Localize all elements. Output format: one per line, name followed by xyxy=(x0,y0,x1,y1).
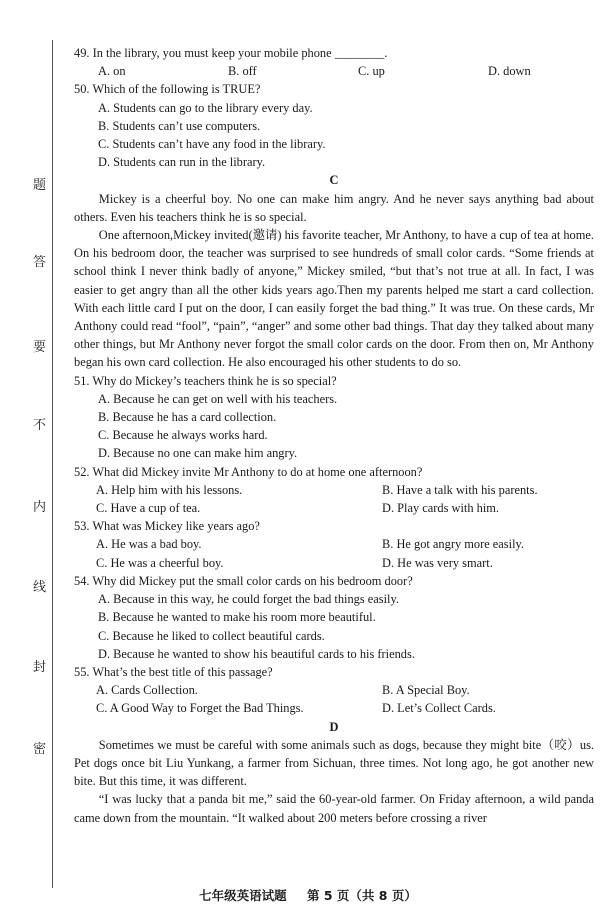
option-d: D. Because he wanted to show his beautiful cards to his friends. xyxy=(98,646,415,661)
section-c-paragraph: Mickey is a cheerful boy. No one can make him angry. And he never says anything bad about others. Even his teachers think he is so special. xyxy=(74,191,594,224)
question-50-stem: 50. Which of the following is TRUE? xyxy=(74,82,261,97)
option-a: A. Help him with his lessons. xyxy=(96,482,243,497)
section-c-paragraph: One afternoon,Mickey invited(邀请) his favorite teacher, Mr Anthony, to have a cup of tea at home. On his bedroom door, the teacher was surprised to see hundreds of small color cards. “Some friends at school think I never think badly of anyone,” Mickey smiled, “but that’s not true at all. In fact, I was easier to get angry than all the other kids years ago.Then my parents helped me start a card collection. With each little card I put on the door, I can easily forget the bad thing.” It was true. On these cards, Mr Anthony could read “fool”, “pain”, “anger” and some other bad things. That day they talked about many other things, but Mr Anthony never forgot the small color cards on the door. From then on, Mr Anthony began his own card collection. He also encouraged his other students to do so. xyxy=(74,228,594,370)
page-footer xyxy=(0,886,616,904)
question-49-stem: 49. In the library, you must keep your mobile phone ________. xyxy=(74,46,388,60)
option-a: A. He was a bad boy. xyxy=(96,537,202,552)
section-d-paragraph: “I was lucky that a panda bit me,” said the 60-year-old farmer. On Friday afternoon, a wild panda came down from the mountain. “It walked about 200 meters before crossing a river xyxy=(74,792,594,825)
option-b: B. Students can’t use computers. xyxy=(98,118,261,133)
option-a: A. Cards Collection. xyxy=(96,683,198,698)
margin-char: 要 xyxy=(33,339,47,354)
option-d: D. Play cards with him. xyxy=(382,501,500,516)
option-a: A. Because he can get on well with his teachers. xyxy=(98,391,338,406)
option-b: B. He got angry more easily. xyxy=(382,537,524,552)
margin-char: 题 xyxy=(33,177,47,192)
section-d-heading: D xyxy=(329,719,339,734)
option-a: A. on xyxy=(98,64,126,79)
footer-subject: 七年级英语试题 xyxy=(199,888,287,903)
question-53-stem: 53. What was Mickey like years ago? xyxy=(74,519,260,534)
question-51-stem: 51. Why do Mickey’s teachers think he is so special? xyxy=(74,373,337,388)
margin-char: 答 xyxy=(33,254,47,269)
question-53-options xyxy=(74,535,594,571)
option-d: D. down xyxy=(488,64,531,79)
option-b: B. Have a talk with his parents. xyxy=(382,482,538,497)
binding-margin-rule xyxy=(52,40,53,888)
margin-char: 不 xyxy=(33,417,47,432)
option-b: B. Because he has a card collection. xyxy=(98,410,277,425)
option-d: D. Let’s Collect Cards. xyxy=(382,701,496,716)
option-a: A. Students can go to the library every day. xyxy=(98,100,313,115)
question-52-stem: 52. What did Mickey invite Mr Anthony to do at home one afternoon? xyxy=(74,464,423,479)
option-c: C. up xyxy=(358,64,385,79)
margin-char: 密 xyxy=(33,741,47,756)
option-c: C. He was a cheerful boy. xyxy=(96,555,224,570)
option-a: A. Because in this way, he could forget the bad things easily. xyxy=(98,592,399,607)
option-c: C. Because he always works hard. xyxy=(98,428,268,443)
option-d: D. He was very smart. xyxy=(382,555,493,570)
section-c-heading: C xyxy=(329,173,339,188)
option-b: B. A Special Boy. xyxy=(382,683,470,698)
option-c: C. Because he liked to collect beautiful cards. xyxy=(98,628,325,643)
margin-char: 封 xyxy=(33,659,47,674)
option-c: C. Have a cup of tea. xyxy=(96,501,201,516)
exam-page-content xyxy=(74,44,594,827)
question-52-options xyxy=(74,481,594,517)
margin-char: 内 xyxy=(33,499,47,514)
option-b: B. off xyxy=(228,64,257,79)
option-d: D. Because no one can make him angry. xyxy=(98,446,298,461)
option-b: B. Because he wanted to make his room more beautiful. xyxy=(98,610,376,625)
footer-page-number: 第 5 页（共 8 页） xyxy=(307,888,417,903)
margin-char: 线 xyxy=(33,579,47,594)
question-55-stem: 55. What’s the best title of this passage? xyxy=(74,664,273,679)
option-c: C. Students can’t have any food in the library. xyxy=(98,137,326,152)
option-c: C. A Good Way to Forget the Bad Things. xyxy=(96,701,304,716)
question-54-stem: 54. Why did Mickey put the small color cards on his bedroom door? xyxy=(74,573,413,588)
option-d: D. Students can run in the library. xyxy=(98,155,266,170)
question-49-options xyxy=(74,62,594,80)
question-55-options xyxy=(74,681,594,717)
section-d-paragraph: Sometimes we must be careful with some animals such as dogs, because they might bite（咬）us. Pet dogs once bit Liu Yunkang, a farmer from Sichuan, three times. Not long ago, he got another new bite. But this time, it was different. xyxy=(74,737,594,789)
